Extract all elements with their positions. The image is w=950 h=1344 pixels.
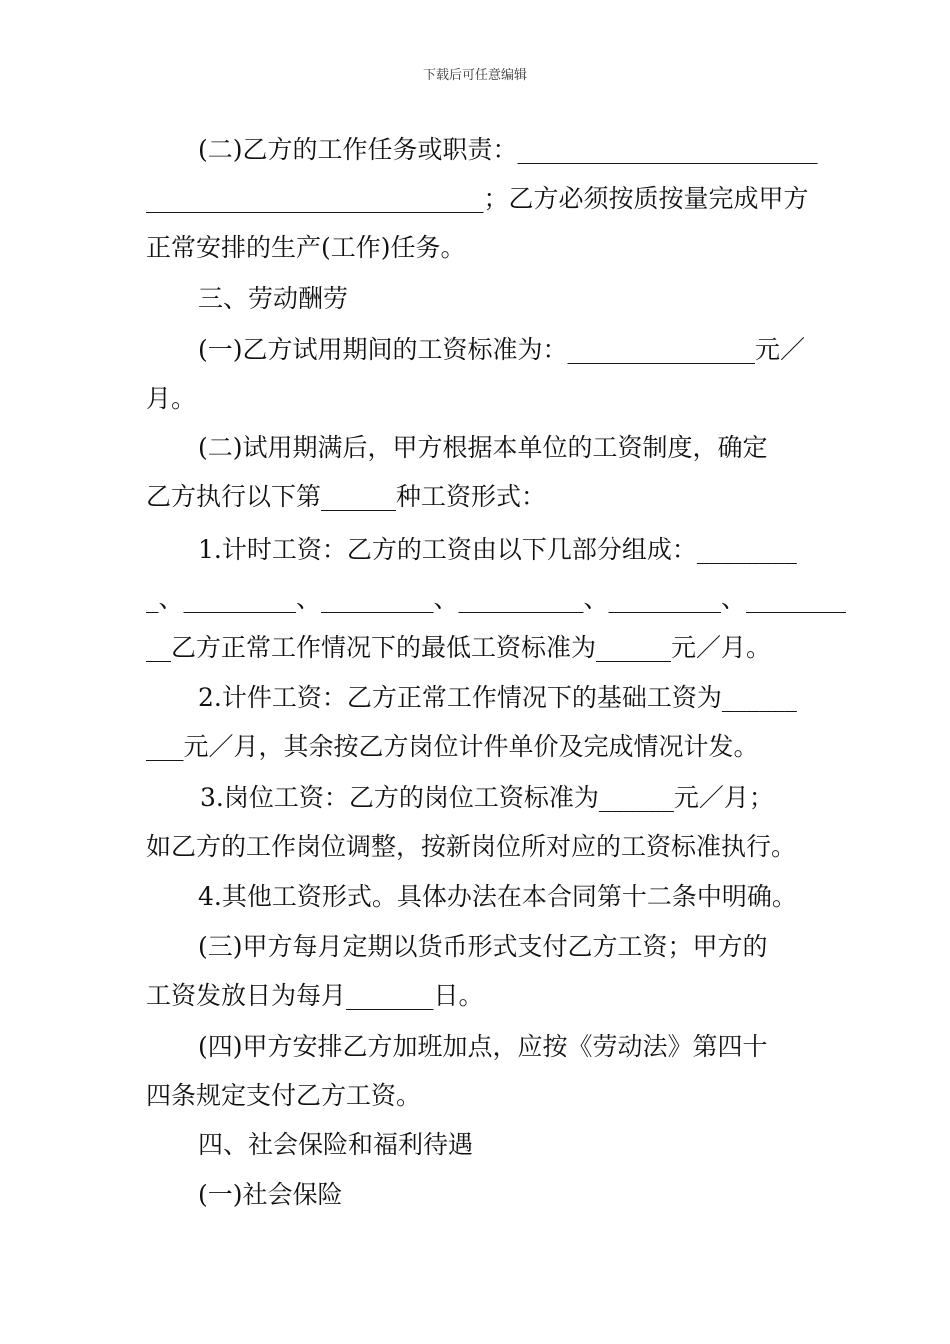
text-line: 四条规定支付乙方工资。 [146,1081,422,1110]
section-heading: 三、劳动酬劳 [198,284,349,313]
text-line: (二)乙方的工作任务或职责：________________________ [198,135,818,164]
text-line: 乙方执行以下第______种工资形式： [146,482,547,511]
text-line: (三)甲方每月定期以货币形式支付乙方工资；甲方的 [198,932,768,961]
text-line: ___________________________；乙方必须按质按量完成甲方 [146,184,809,213]
text-line: 如乙方的工作岗位调整，按新岗位所对应的工资标准执行。 [146,832,797,861]
text-line: _、_________、_________、__________、_________、________ [146,584,847,613]
text-line: 月。 [146,384,197,413]
page-header: 下载后可任意编辑 [422,68,527,83]
section-heading: 四、社会保险和福利待遇 [198,1130,474,1159]
text-line: 3.岗位工资：乙方的岗位工资标准为______元／月； [200,783,774,812]
text-line: 2.计件工资：乙方正常工作情况下的基础工资为______ [198,683,797,712]
text-line: (二)试用期满后，甲方根据本单位的工资制度，确定 [198,433,768,462]
text-line: 1.计时工资：乙方的工资由以下几部分组成：________ [198,535,797,564]
text-line: (四)甲方安排乙方加班加点，应按《劳动法》第四十 [198,1032,768,1061]
text-line: 4.其他工资形式。具体办法在本合同第十二条中明确。 [198,882,797,911]
text-line: ___元／月，其余按乙方岗位计件单价及完成情况计发。 [146,732,759,761]
text-line: (一)乙方试用期间的工资标准为：_______________元／ [198,335,806,364]
text-line: __乙方正常工作情况下的最低工资标准为______元／月。 [146,633,772,662]
text-line: (一)社会保险 [198,1180,343,1209]
text-line: 正常安排的生产(工作)任务。 [146,233,466,262]
text-line: 工资发放日为每月_______日。 [146,981,484,1010]
